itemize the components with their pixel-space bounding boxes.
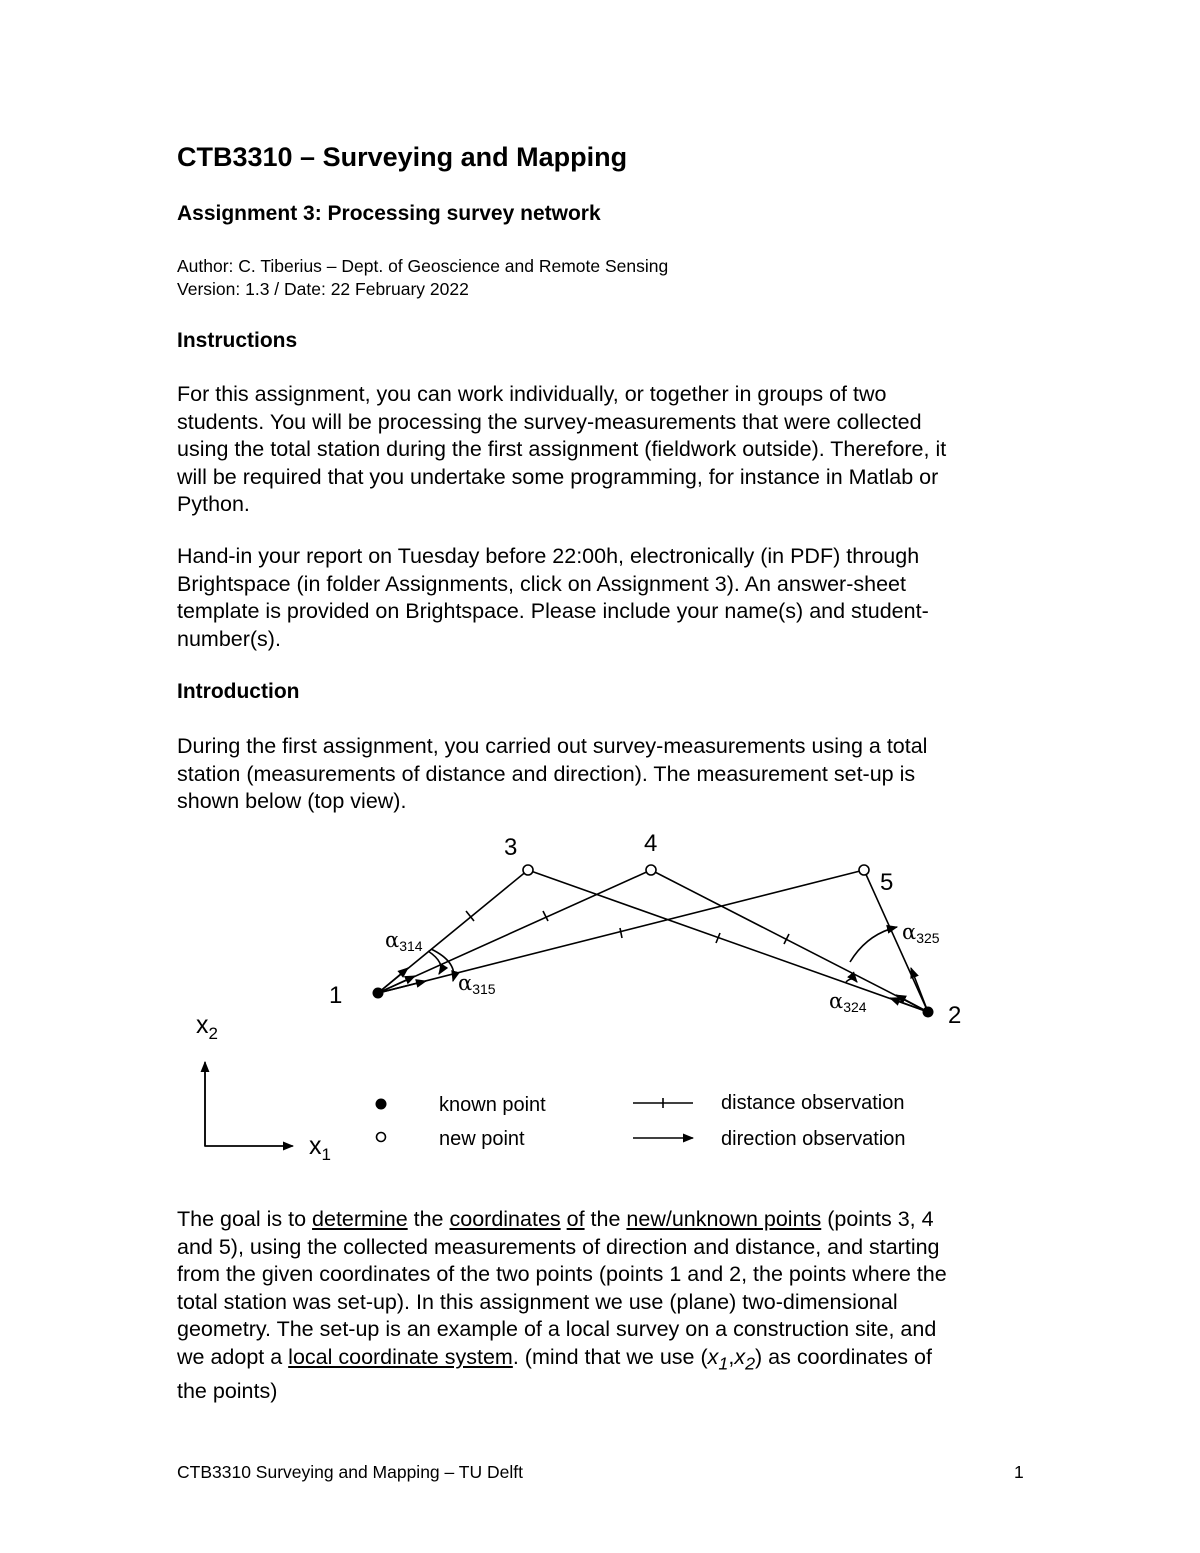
text-line: shown below (top view). [177, 789, 407, 814]
survey-network-figure [0, 820, 1200, 1170]
angle-label-314: α314 [385, 928, 423, 954]
known-point-1 [373, 988, 384, 999]
text-line: the points) [177, 1378, 278, 1403]
point-label-2: 2 [948, 1002, 962, 1029]
text-line: using the total station during the first assignment (fieldwork outside). Therefore, it [177, 437, 947, 462]
legend-known-point-symbol [376, 1099, 387, 1110]
text-line: station (measurements of distance and direction). The measurement set-up is [177, 761, 916, 786]
text-line: from the given coordinates of the two points (points 1 and 2, the points where the [177, 1262, 947, 1287]
instructions-heading: Instructions [177, 329, 298, 352]
legend-distance-observation: distance observation [721, 1092, 905, 1114]
point-label-5: 5 [880, 869, 894, 896]
axis-label-x2: $x_2$ [196, 1011, 218, 1043]
document-title: CTB3310 – Surveying and Mapping [177, 142, 628, 172]
text-line: During the first assignment, you carried out survey-measurements using a total [177, 734, 928, 758]
page-number: 1 [1014, 1462, 1024, 1482]
introduction-paragraph-1 [177, 733, 1037, 816]
version-line: Version: 1.3 / Date: 22 February 2022 [177, 279, 469, 299]
underlined-term: of [566, 1207, 585, 1231]
angle-label-315: α315 [458, 971, 496, 997]
text-line: geometry. The set-up is an example of a local survey on a construction site, and [177, 1317, 937, 1342]
author-line: Author: C. Tiberius – Dept. of Geoscience and Remote Sensing [177, 256, 669, 276]
axis-lines [205, 1067, 288, 1146]
angle-arc-325 [850, 927, 897, 962]
text-line: we adopt a local coordinate system. (mind that we use $(x_1,x_2)$ as coordinates of [177, 1344, 932, 1374]
angle-label-325: α325 [902, 920, 940, 946]
footer-text: CTB3310 Surveying and Mapping – TU Delft [177, 1462, 523, 1482]
legend-new-point: new point [439, 1128, 525, 1150]
point-label-3: 3 [504, 834, 518, 861]
text-line: Python. [177, 492, 250, 517]
point-label-4: 4 [644, 830, 658, 857]
instructions-paragraph-1 [177, 381, 1037, 519]
text-line: For this assignment, you can work individually, or together in groups of two [177, 382, 887, 406]
angle-arc-324 [846, 979, 857, 982]
legend-new-point-symbol [377, 1133, 386, 1142]
text-line: total station was set-up). In this assignment we use (plane) two-dimensional [177, 1289, 898, 1314]
introduction-heading: Introduction [177, 680, 300, 703]
legend-direction-observation: direction observation [721, 1128, 906, 1150]
known-point-2 [923, 1007, 934, 1018]
text-line: will be required that you undertake some programming, for instance in Matlab or [177, 464, 939, 489]
new-point-3 [523, 865, 533, 875]
underlined-term: coordinates [449, 1207, 561, 1231]
text-line: students. You will be processing the survey-measurements that were collected [177, 409, 922, 434]
new-point-4 [646, 865, 656, 875]
angle-arc-314 [428, 951, 441, 974]
goal-paragraph [177, 1206, 1037, 1405]
underlined-term: determine [312, 1207, 408, 1231]
text-line: template is provided on Brightspace. Please include your name(s) and student- [177, 599, 929, 624]
underlined-term: new/unknown points [626, 1207, 822, 1231]
text-line: and 5), using the collected measurements of direction and distance, and starting [177, 1234, 940, 1259]
underlined-term: local coordinate system [288, 1344, 513, 1369]
axis-label-x1: $x_1$ [309, 1132, 331, 1164]
assignment-subtitle: Assignment 3: Processing survey network [177, 202, 601, 225]
point-label-1: 1 [329, 982, 343, 1009]
angle-label-324: α324 [829, 989, 867, 1015]
text-line: Hand-in your report on Tuesday before 22:00h, electronically (in PDF) through [177, 544, 920, 568]
new-point-5 [859, 865, 869, 875]
legend-known-point: known point [439, 1094, 546, 1116]
instructions-paragraph-2 [177, 543, 1037, 653]
line-1-4 [378, 870, 651, 993]
distance-tick [620, 928, 622, 938]
text-line: The goal is to determine the coordinates of the new/unknown points (points 3, 4 [177, 1207, 934, 1231]
text-line: number(s). [177, 626, 281, 651]
text-line: Brightspace (in folder Assignments, click on Assignment 3). An answer-sheet [177, 571, 906, 596]
